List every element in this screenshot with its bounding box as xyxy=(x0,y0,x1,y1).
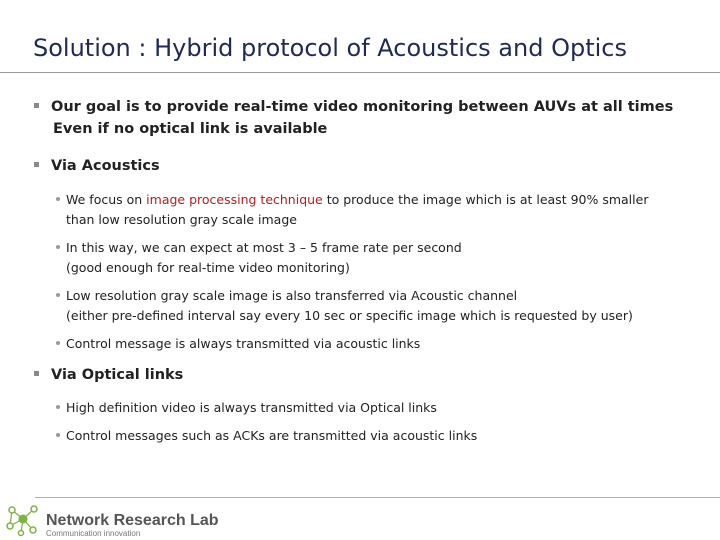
acoustics-sub1 xyxy=(56,190,648,230)
acoustics-sub3-line1: Low resolution gray scale image is also transferred via Acoustic channel xyxy=(66,288,518,303)
network-nodes-logo-icon xyxy=(4,500,42,538)
footer-divider xyxy=(35,497,720,498)
bullet-optical xyxy=(34,364,183,386)
optical-sub1 xyxy=(56,398,437,418)
optical-sub1-text: High definition video is always transmitted via Optical links xyxy=(66,400,437,415)
title-divider xyxy=(0,72,720,73)
dot-bullet-icon xyxy=(56,433,60,437)
square-bullet-icon xyxy=(34,162,39,167)
bullet-goal-line1: Our goal is to provide real-time video monitoring between AUVs at all times xyxy=(51,99,674,115)
acoustics-sub1-highlight: image processing technique xyxy=(146,192,323,207)
dot-bullet-icon xyxy=(56,245,60,249)
acoustics-sub1-pre: We focus on xyxy=(66,192,147,207)
slide-title: Solution : Hybrid protocol of Acoustics and Optics xyxy=(33,34,627,62)
acoustics-sub4 xyxy=(56,334,420,354)
bullet-acoustics-heading: Via Acoustics xyxy=(51,158,160,174)
acoustics-sub2-line1: In this way, we can expect at most 3 – 5 frame rate per second xyxy=(66,240,462,255)
lab-tagline: Communication innovation xyxy=(46,529,141,538)
acoustics-sub4-line1: Control message is always transmitted via acoustic links xyxy=(66,336,421,351)
lab-name: Network Research Lab xyxy=(46,512,219,529)
square-bullet-icon xyxy=(34,371,39,376)
acoustics-sub2-line2: (good enough for real-time video monitoring) xyxy=(66,260,350,275)
dot-bullet-icon xyxy=(56,197,60,201)
optical-sub2 xyxy=(56,426,477,446)
optical-sub2-text: Control messages such as ACKs are transmitted via acoustic links xyxy=(66,428,478,443)
acoustics-sub3-line2: (either pre-defined interval say every 10 sec or specific image which is requested by user) xyxy=(66,308,633,323)
dot-bullet-icon xyxy=(56,405,60,409)
bullet-goal xyxy=(34,96,673,140)
bullet-acoustics xyxy=(34,155,160,177)
square-bullet-icon xyxy=(34,103,39,108)
bullet-optical-heading: Via Optical links xyxy=(51,367,184,383)
bullet-goal-line2: Even if no optical link is available xyxy=(53,121,328,137)
dot-bullet-icon xyxy=(56,341,60,345)
dot-bullet-icon xyxy=(56,293,60,297)
acoustics-sub1-line2: than low resolution gray scale image xyxy=(66,212,297,227)
acoustics-sub1-post: to produce the image which is at least 90% smaller xyxy=(322,192,649,207)
acoustics-sub2 xyxy=(56,238,462,278)
acoustics-sub3 xyxy=(56,286,633,326)
